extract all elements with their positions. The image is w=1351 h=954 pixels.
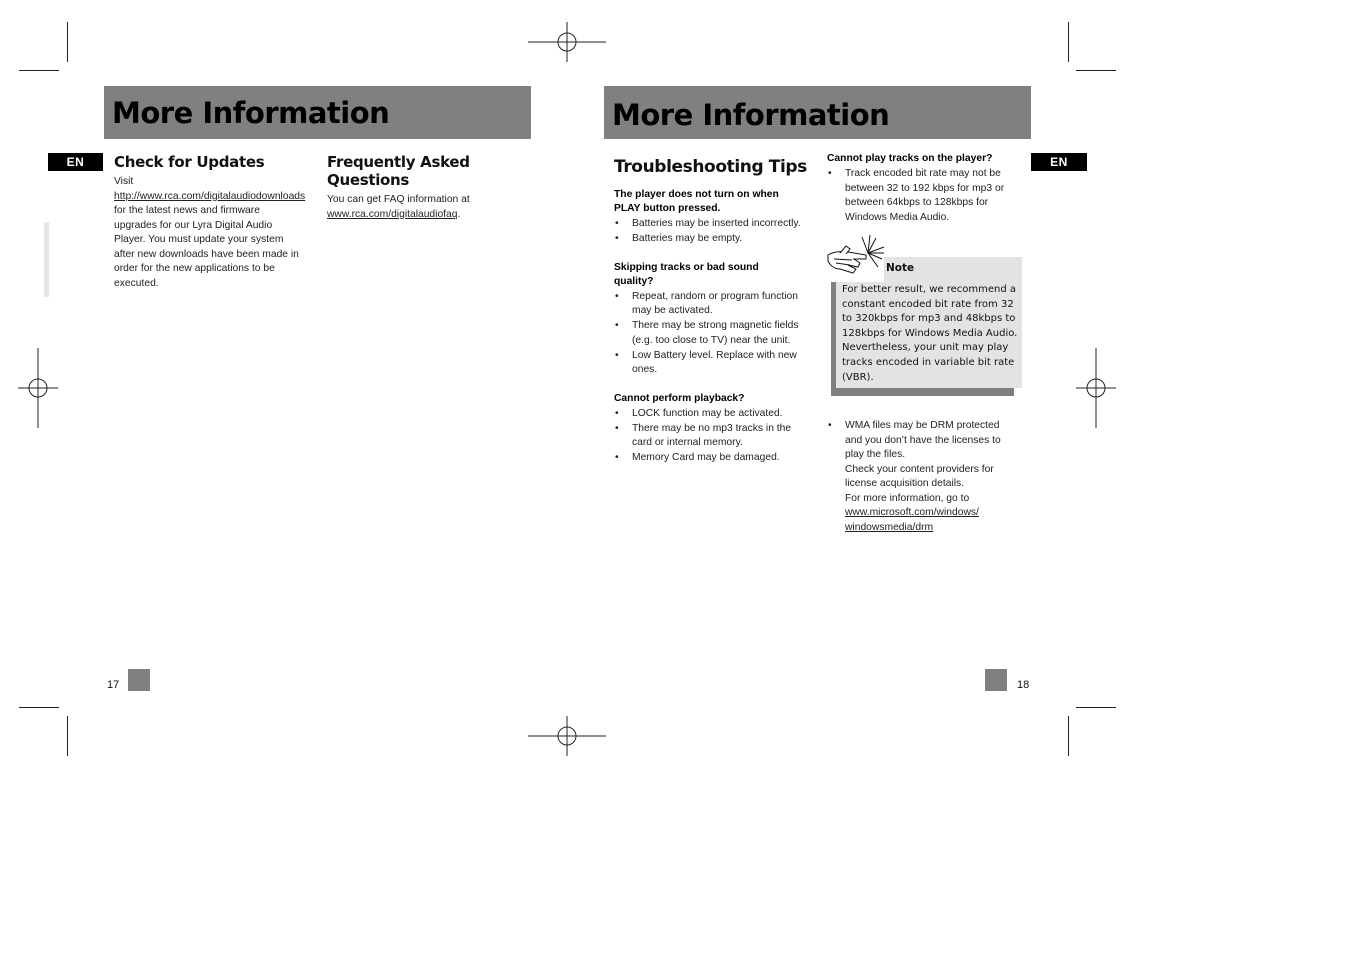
crop-mark bbox=[1076, 70, 1116, 71]
question-line: PLAY button pressed. bbox=[614, 203, 721, 214]
drm-section bbox=[827, 418, 1027, 536]
faq-item bbox=[614, 392, 814, 466]
margin-shade bbox=[44, 222, 49, 297]
updates-line: executed. bbox=[114, 277, 159, 289]
answer-list bbox=[827, 419, 1027, 535]
drm-link[interactable]: www.microsoft.com/windows/ bbox=[845, 507, 979, 518]
list-item: • Batteries may be inserted incorrectly. bbox=[614, 217, 814, 232]
drm-link[interactable]: windowsmedia/drm bbox=[845, 521, 934, 533]
updates-line: order for the new applications to be bbox=[114, 263, 275, 274]
troubleshooting-section bbox=[614, 157, 814, 466]
check-for-updates-section bbox=[114, 153, 319, 291]
registration-mark-icon bbox=[1076, 348, 1118, 428]
list-item: • Track encoded bit rate may not be between 32 to 192 kbps for mp3 or between 64kbps to 128kbps for Windows Media Audio. bbox=[827, 167, 1027, 225]
registration-mark-icon bbox=[528, 716, 608, 756]
crop-mark bbox=[1068, 22, 1069, 62]
page-marker bbox=[128, 669, 150, 691]
page-number: 17 bbox=[107, 679, 120, 691]
question-line: Cannot perform playback? bbox=[614, 392, 745, 404]
list-item: • WMA files may be DRM protected and you don’t have the licenses to play the files. Check your content providers for license acquisition details. For more information, go to www.microsoft.com/windows/ windowsmedia/drm bbox=[827, 419, 1027, 535]
list-item: • There may be no mp3 tracks in the card or internal memory. bbox=[614, 422, 814, 451]
faq-section bbox=[327, 153, 537, 222]
question-line: quality? bbox=[614, 275, 654, 287]
note-hand-icon bbox=[826, 233, 886, 278]
answer-list bbox=[827, 167, 1027, 225]
section-heading: Troubleshooting Tips bbox=[614, 157, 807, 177]
note-text bbox=[842, 283, 1018, 385]
crop-mark bbox=[67, 716, 68, 756]
faq-item bbox=[614, 261, 814, 378]
question bbox=[614, 392, 814, 406]
crop-mark bbox=[19, 70, 59, 71]
list-item: • LOCK function may be activated. bbox=[614, 407, 814, 422]
section-heading: Frequently Asked Questions bbox=[327, 153, 470, 189]
registration-mark-icon bbox=[528, 22, 608, 62]
crop-mark bbox=[1068, 716, 1069, 756]
updates-line: upgrades for our Lyra Digital Audio bbox=[114, 219, 273, 231]
note-line: to 320kbps for mp3 and 48kbps to bbox=[842, 313, 1016, 325]
note-line: 128kbps for Windows Media Audio. bbox=[842, 327, 1018, 339]
list-item: • Low Battery level. Replace with new ones. bbox=[614, 349, 814, 378]
page-title: More Information bbox=[604, 86, 1031, 139]
updates-line: Player. You must update your system bbox=[114, 234, 284, 245]
question-line: Skipping tracks or bad sound bbox=[614, 261, 759, 273]
crop-mark bbox=[19, 707, 59, 708]
question-line: The player does not turn on when bbox=[614, 189, 779, 200]
question bbox=[614, 261, 814, 289]
answer-list bbox=[614, 217, 814, 247]
list-item: • Repeat, random or program function may be activated. bbox=[614, 290, 814, 319]
language-tab: EN bbox=[1031, 153, 1087, 171]
language-tab: EN bbox=[48, 153, 103, 171]
cannot-play-section bbox=[827, 152, 1027, 226]
section-heading: Check for Updates bbox=[114, 153, 265, 171]
list-item: • There may be strong magnetic fields (e.g. too close to TV) near the unit. bbox=[614, 319, 814, 348]
page-marker bbox=[985, 669, 1007, 691]
question: Cannot play tracks on the player? bbox=[827, 153, 993, 164]
note-line: (VBR). bbox=[842, 371, 874, 383]
list-item: • Batteries may be empty. bbox=[614, 232, 814, 247]
list-item: • Memory Card may be damaged. bbox=[614, 451, 814, 466]
updates-link[interactable]: http://www.rca.com/digitalaudiodownloads bbox=[114, 190, 306, 202]
answer-list bbox=[614, 407, 814, 466]
note-line: tracks encoded in variable bit rate bbox=[842, 356, 1015, 368]
registration-mark-icon bbox=[18, 348, 60, 428]
crop-mark bbox=[1076, 707, 1116, 708]
note-line: Nevertheless, your unit may play bbox=[842, 342, 1009, 354]
question bbox=[614, 188, 814, 216]
faq-text: You can get FAQ information at bbox=[327, 194, 470, 205]
faq-period: . bbox=[457, 208, 461, 220]
page-number: 18 bbox=[1017, 679, 1030, 691]
updates-line: after new downloads have been made in bbox=[114, 248, 299, 260]
crop-mark bbox=[67, 22, 68, 62]
faq-link[interactable]: www.rca.com/digitalaudiofaq bbox=[327, 208, 458, 220]
note-line: constant encoded bit rate from 32 bbox=[842, 298, 1014, 310]
page-title: More Information bbox=[104, 86, 531, 139]
faq-item bbox=[614, 188, 814, 247]
note-line: For better result, we recommend a bbox=[842, 284, 1017, 295]
answer-list bbox=[614, 290, 814, 378]
updates-line: for the latest news and firmware bbox=[114, 205, 260, 216]
updates-intro: Visit bbox=[114, 176, 134, 187]
note-label: Note bbox=[886, 262, 915, 274]
